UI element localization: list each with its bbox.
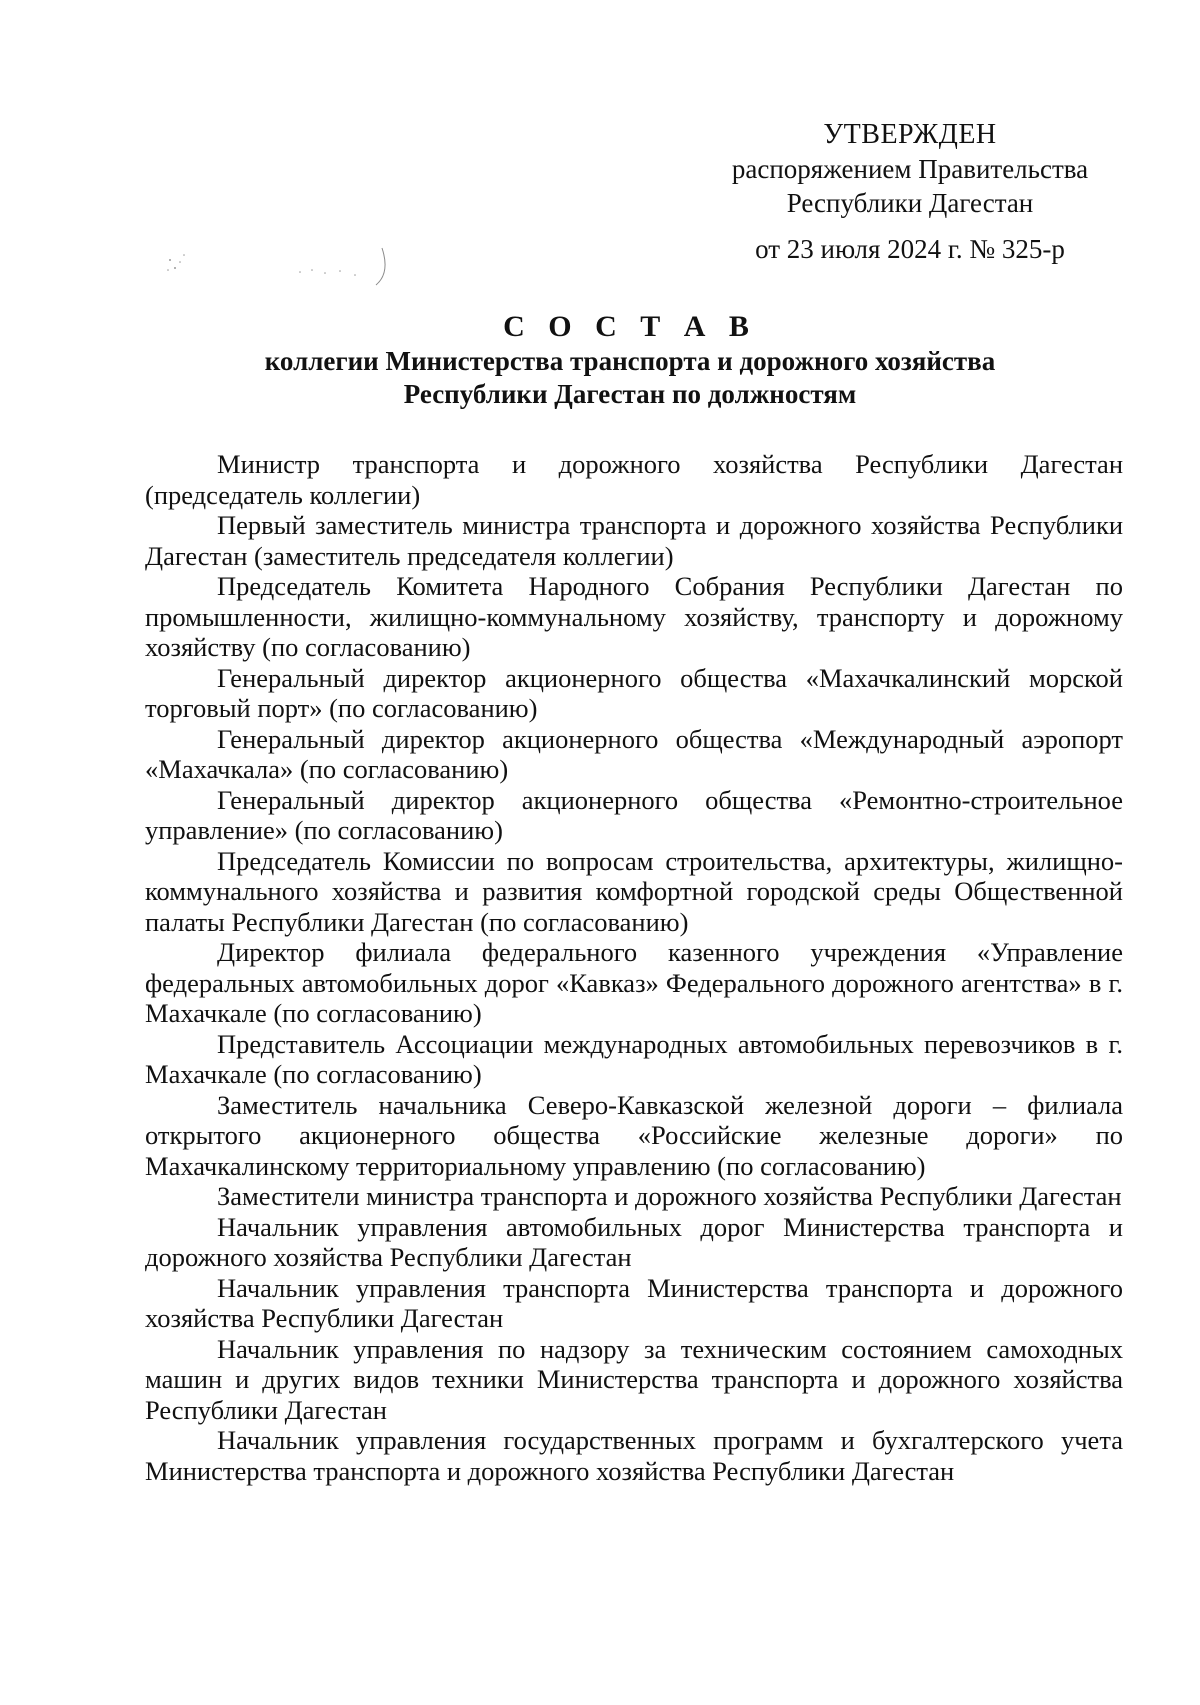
member-item: Начальник управления автомобильных дорог Министерства транспорта и дорожного хозяйства Республики Дагестан	[145, 1211, 1123, 1272]
approval-issuer-line-1: распоряжением Правительства	[731, 154, 1089, 184]
heading-subtitle-line-2: Республики Дагестан по должностям	[403, 379, 857, 409]
member-item: Заместитель начальника Северо-Кавказской железной дороги – филиала открытого акционерного общества «Российские железные дороги» по Махачкалинскому территориальному управлению (по согласованию)	[145, 1089, 1123, 1181]
member-item: Начальник управления по надзору за техническим состоянием самоходных машин и других видов техники Министерства транспорта и дорожного хозяйства Республики Дагестан	[145, 1333, 1123, 1425]
member-item: Председатель Комитета Народного Собрания Республики Дагестан по промышленности, жилищно-коммунальному хозяйству, транспорту и дорожному хозяйству (по согласованию)	[145, 571, 1123, 662]
heading-subtitle-line-1: коллегии Министерства транспорта и дорожного хозяйства	[264, 346, 996, 376]
member-item: Заместители министра транспорта и дорожного хозяйства Республики Дагестан	[217, 1181, 1122, 1211]
member-item: Председатель Комиссии по вопросам строительства, архитектуры, жилищно-коммунального хозяйства и развития комфортной городской среды Общественной палаты Республики Дагестан (по согласованию)	[145, 845, 1123, 937]
scan-artifact-marks	[150, 240, 450, 300]
approval-issuer-line-2: Республики Дагестан	[786, 188, 1034, 218]
member-item: Представитель Ассоциации международных автомобильных перевозчиков в г. Махачкале (по согласованию)	[145, 1028, 1123, 1089]
member-item: Первый заместитель министра транспорта и дорожного хозяйства Республики Дагестан (заместитель председателя коллегии)	[145, 510, 1123, 571]
heading-title: С О С Т А В	[503, 310, 757, 343]
member-item: Начальник управления транспорта Министерства транспорта и дорожного хозяйства Республики Дагестан	[145, 1272, 1123, 1333]
member-item: Начальник управления государственных программ и бухгалтерского учета Министерства транспорта и дорожного хозяйства Республики Дагестан	[145, 1425, 1123, 1486]
approval-stamp-block	[720, 118, 1100, 266]
approved-title: УТВЕРЖДЕН	[823, 119, 997, 150]
collegium-members-list	[145, 449, 1123, 1486]
member-item: Генеральный директор акционерного общества «Международный аэропорт «Махачкала» (по согласованию)	[145, 723, 1123, 784]
document-heading	[140, 310, 1120, 411]
member-item: Генеральный директор акционерного общества «Ремонтно-строительное управление» (по согласованию)	[145, 784, 1123, 845]
member-item: Директор филиала федерального казенного учреждения «Управление федеральных автомобильных дорог «Кавказ» Федерального дорожного агентства» в г. Махачкале (по согласованию)	[145, 937, 1123, 1028]
approval-date-number: от 23 июля 2024 г. № 325-р	[755, 234, 1065, 264]
member-item: Министр транспорта и дорожного хозяйства Республики Дагестан (председатель коллегии)	[145, 449, 1123, 510]
member-item: Генеральный директор акционерного общества «Махачкалинский морской торговый порт» (по согласованию)	[145, 662, 1123, 723]
